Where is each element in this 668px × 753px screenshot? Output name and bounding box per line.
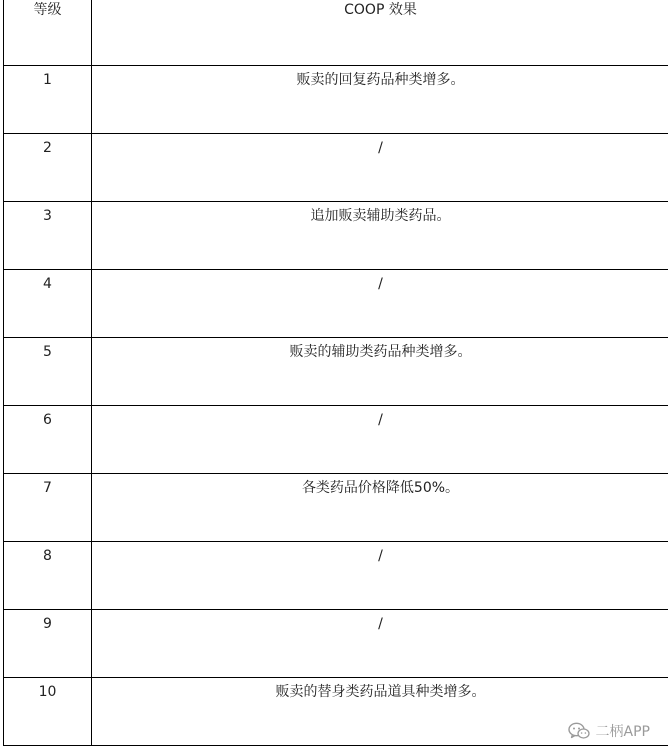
level-value: 8 — [43, 548, 52, 564]
effect-cell — [92, 542, 668, 610]
level-cell — [4, 610, 92, 678]
table-row — [4, 610, 668, 678]
effect-cell — [92, 134, 668, 202]
level-value: 3 — [43, 208, 52, 224]
table-row — [4, 134, 668, 202]
effect-cell — [92, 66, 668, 134]
level-value: 5 — [43, 344, 52, 360]
header-effect-label: COOP 效果 — [344, 2, 417, 18]
level-value: 7 — [43, 480, 52, 496]
watermark — [568, 721, 650, 741]
table-row — [4, 270, 668, 338]
header-effect — [92, 0, 668, 66]
level-cell — [4, 678, 92, 746]
level-value: 6 — [43, 412, 52, 428]
effect-cell — [92, 610, 668, 678]
level-cell — [4, 270, 92, 338]
effect-value: / — [378, 616, 383, 632]
effect-cell — [92, 474, 668, 542]
table-row — [4, 338, 668, 406]
table-header-row — [4, 0, 668, 66]
table-row — [4, 542, 668, 610]
effect-value: / — [378, 276, 383, 292]
table-row — [4, 406, 668, 474]
effect-value: 贩卖的回复药品种类增多。 — [296, 72, 465, 88]
level-cell — [4, 542, 92, 610]
effect-value: 追加贩卖辅助类药品。 — [310, 208, 451, 224]
effect-value: 各类药品价格降低50%。 — [301, 480, 460, 496]
effect-value: 贩卖的替身类药品道具种类增多。 — [275, 684, 486, 700]
watermark-text: 二柄APP — [595, 724, 650, 740]
effect-value: / — [378, 140, 383, 156]
level-value: 4 — [43, 276, 52, 292]
effect-cell — [92, 270, 668, 338]
table-row — [4, 66, 668, 134]
table-row — [4, 202, 668, 270]
effect-cell — [92, 202, 668, 270]
level-value: 9 — [43, 616, 52, 632]
wechat-icon — [568, 722, 590, 740]
effect-value: / — [378, 548, 383, 564]
effect-value: / — [378, 412, 383, 428]
header-level-label: 等级 — [33, 2, 62, 18]
effect-cell — [92, 406, 668, 474]
header-level — [4, 0, 92, 66]
table-row — [4, 474, 668, 542]
level-cell — [4, 66, 92, 134]
level-cell — [4, 134, 92, 202]
effect-cell — [92, 338, 668, 406]
level-value: 1 — [43, 72, 52, 88]
effect-value: 贩卖的辅助类药品种类增多。 — [289, 344, 472, 360]
level-cell — [4, 202, 92, 270]
coop-effects-table — [3, 0, 668, 746]
level-cell — [4, 338, 92, 406]
level-cell — [4, 406, 92, 474]
level-value: 10 — [38, 684, 57, 700]
level-value: 2 — [43, 140, 52, 156]
level-cell — [4, 474, 92, 542]
